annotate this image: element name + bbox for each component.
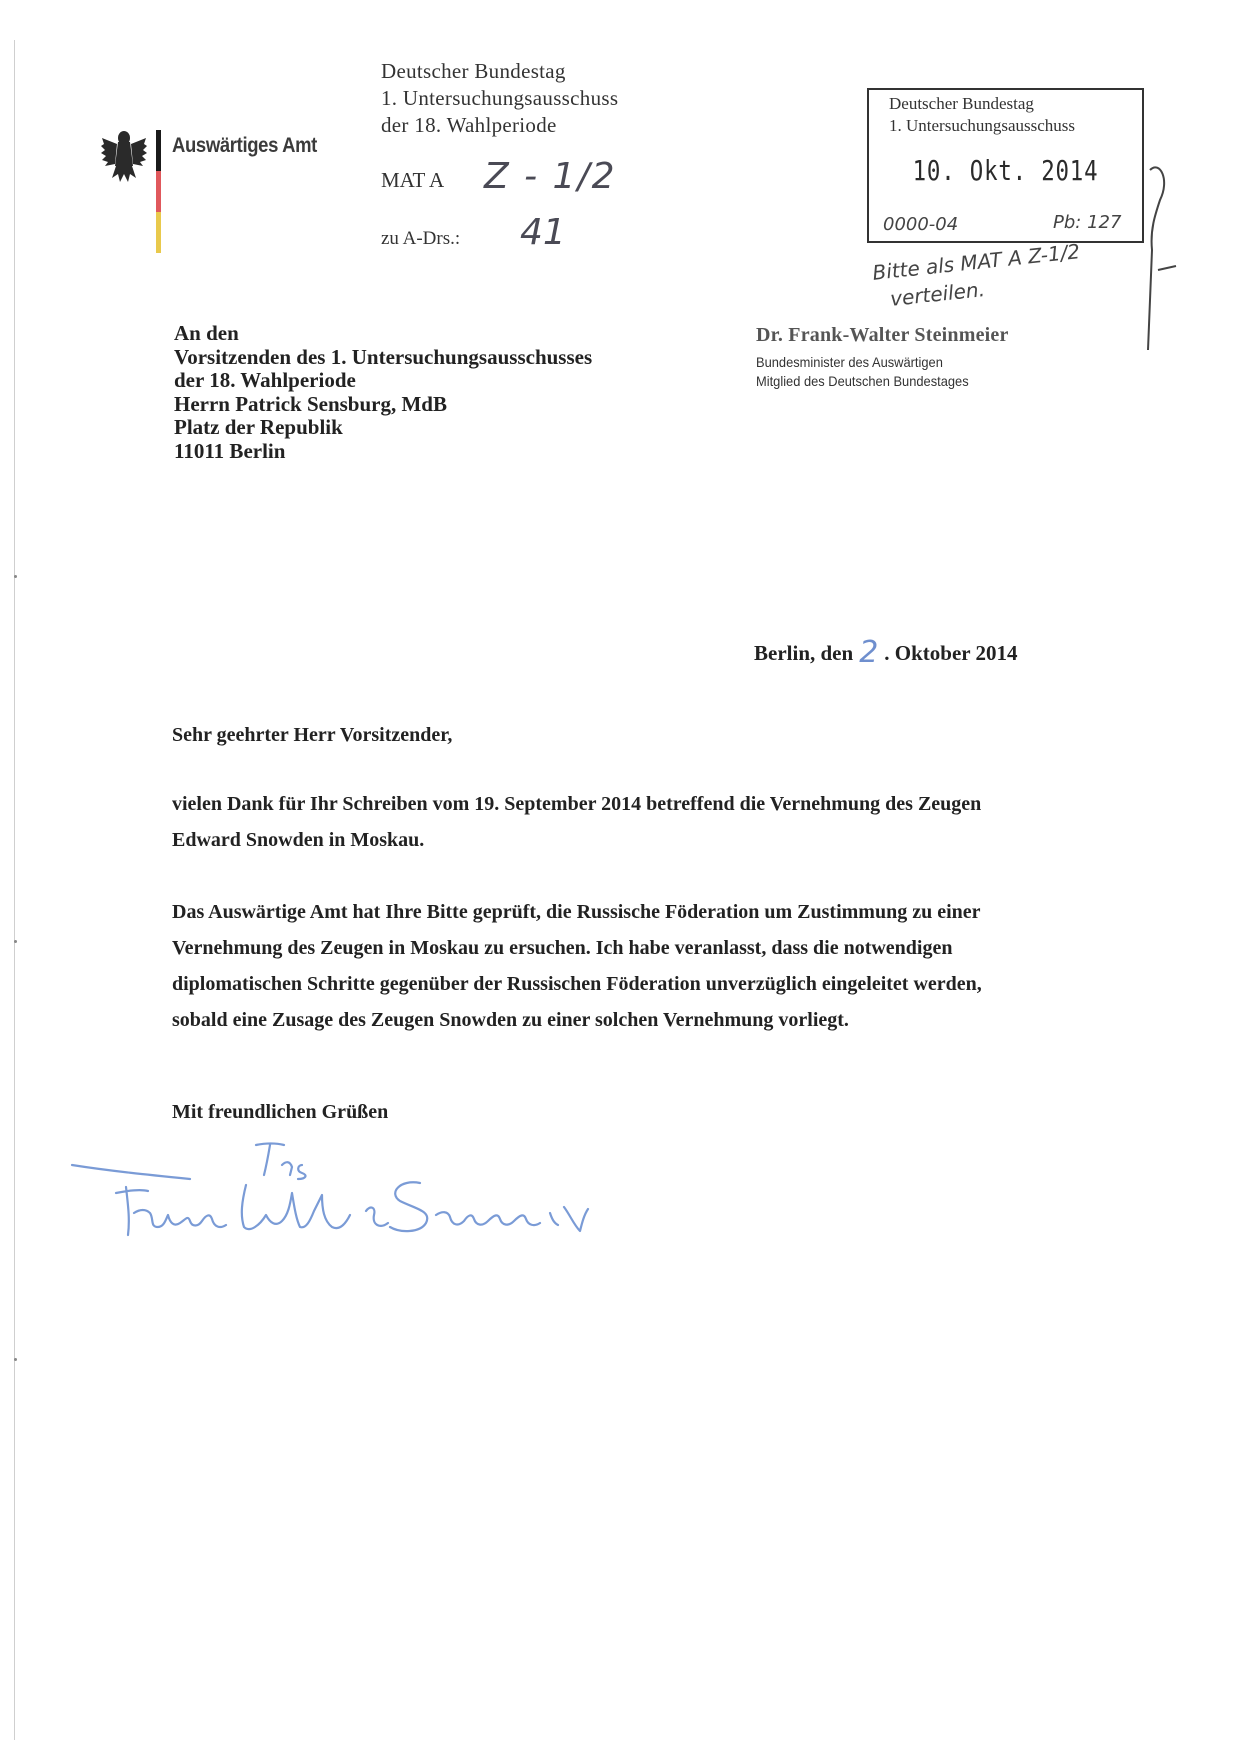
date-day-handwritten: 2 bbox=[859, 635, 879, 670]
stamp-date: 10. Okt. 2014 bbox=[912, 154, 1099, 187]
sender-block bbox=[756, 324, 1009, 391]
salutation: Sehr geehrter Herr Vorsitzender, bbox=[172, 724, 453, 746]
period-line: der 18. Wahlperiode bbox=[381, 113, 557, 137]
stamp-code-right: Pb: 127 bbox=[1053, 212, 1122, 233]
receipt-stamp bbox=[867, 88, 1144, 243]
flag-stripe-gold bbox=[156, 212, 161, 253]
stamp-code-left: 0000-04 bbox=[883, 214, 959, 235]
scan-speck bbox=[14, 940, 17, 943]
body-paragraph-2: Das Auswärtige Amt hat Ihre Bitte geprüft, die Russische Föderation um Zustimmung zu einer Vernehmung des Zeugen in Moskau zu ersuchen. Ich habe veranlasst, dass die notwendigen diplomatischen Schritte gegenüber der Russischen Föderation unverzüglich eingeleitet werden, sobald eine Zusage des Zeugen Snowden zu einer solchen Vernehmung vorliegt. bbox=[172, 901, 982, 1031]
flag-stripe-black bbox=[156, 130, 161, 171]
flag-stripe-red bbox=[156, 171, 161, 212]
recipient-line: 11011 Berlin bbox=[174, 438, 286, 463]
date-line bbox=[754, 633, 1017, 668]
recipient-line: An den bbox=[174, 321, 239, 345]
scan-speck bbox=[14, 575, 17, 578]
flag-bar bbox=[156, 130, 161, 254]
bundestag-line: Deutscher Bundestag bbox=[381, 59, 566, 83]
stamp-line-2: 1. Untersuchungsausschuss bbox=[889, 116, 1076, 135]
drs-handwritten-value: 41 bbox=[520, 212, 566, 253]
mat-handwritten-value: Z - 1/2 bbox=[484, 156, 617, 197]
recipient-line: Herrn Patrick Sensburg, MdB bbox=[174, 391, 447, 416]
recipient-line: der 18. Wahlperiode bbox=[174, 368, 356, 392]
ministry-name: Auswärtiges Amt bbox=[172, 134, 317, 157]
mat-label: MAT A bbox=[381, 168, 445, 192]
handwritten-note-line-2: verteilen. bbox=[889, 277, 986, 311]
date-suffix: . Oktober 2014 bbox=[884, 641, 1018, 665]
sender-title bbox=[756, 353, 988, 391]
sender-name: Dr. Frank-Walter Steinmeier bbox=[756, 324, 1009, 346]
recipient-line: Platz der Republik bbox=[174, 415, 343, 439]
handwritten-bracket-mark bbox=[1120, 160, 1180, 360]
body-paragraph-1: vielen Dank für Ihr Schreiben vom 19. September 2014 betreffend die Vernehmung des Zeugen Edward Snowden in Moskau. bbox=[172, 793, 982, 851]
recipient-address bbox=[174, 322, 592, 463]
committee-line: 1. Untersuchungsausschuss bbox=[381, 86, 619, 110]
recipient-line: Vorsitzenden des 1. Untersuchungsausschusses bbox=[174, 344, 593, 369]
drs-label: zu A-Drs.: bbox=[381, 228, 461, 249]
handwritten-note-line-1: Bitte als MAT A Z-1/2 bbox=[871, 239, 1082, 285]
scan-speck bbox=[14, 1358, 17, 1361]
stamp-line-1: Deutscher Bundestag bbox=[889, 94, 1034, 113]
date-prefix: Berlin, den bbox=[754, 641, 854, 665]
sender-title-line-2: Mitglied des Deutschen Bundestages bbox=[756, 373, 969, 389]
federal-eagle-icon bbox=[100, 128, 148, 186]
handwritten-signature bbox=[70, 1135, 670, 1245]
bundestag-reference bbox=[381, 58, 618, 139]
closing: Mit freundlichen Grüßen bbox=[172, 1101, 389, 1123]
sender-title-line-1: Bundesminister des Auswärtigen bbox=[756, 354, 943, 370]
scan-edge bbox=[14, 40, 15, 1740]
